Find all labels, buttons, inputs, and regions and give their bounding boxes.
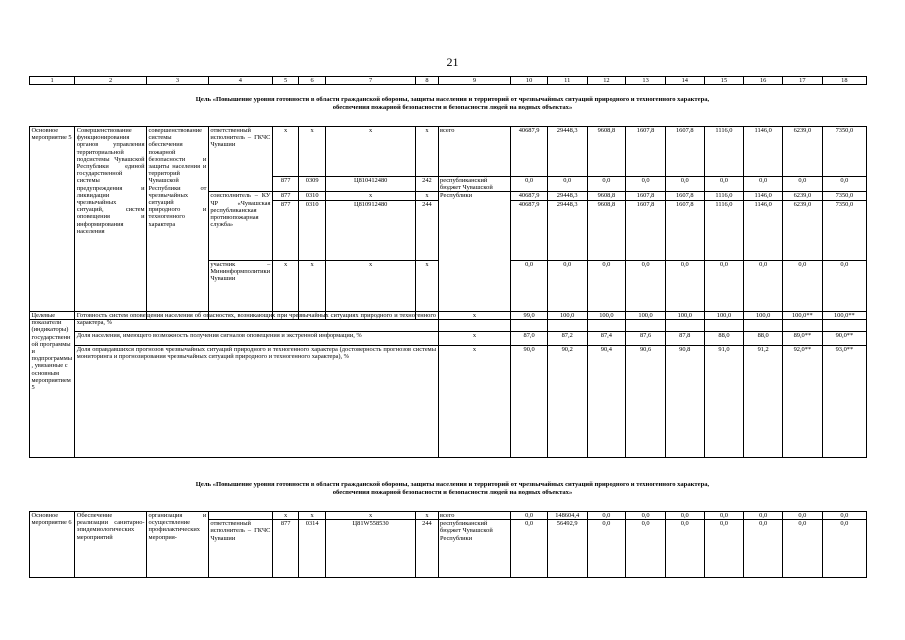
value-cell: 29448,3 [547, 127, 587, 177]
indicator-value: 87,0 [511, 332, 547, 346]
code-cell: 877 [272, 200, 299, 260]
main-activity-6-table [29, 511, 867, 578]
column-number: 2 [75, 77, 147, 85]
indicator-source: x [438, 346, 511, 458]
column-number: 14 [665, 77, 704, 85]
indicator-value: 90,2 [547, 346, 587, 458]
code-cell: x [272, 260, 299, 319]
value-cell: 148604,4 [547, 512, 587, 520]
activity-6-responsible: ответственный исполнитель – ГКЧС Чувашии [208, 520, 272, 578]
table-row [30, 512, 867, 520]
table-row [30, 332, 867, 346]
source-total: всего [438, 127, 511, 177]
value-cell: 1116,0 [704, 200, 744, 260]
indicator-value: 87,2 [547, 332, 587, 346]
indicators-label: Целевые показатели (индикаторы) государственной программы и подпрограммы, увязанные с основным мероприятием 5 [30, 312, 75, 458]
indicator-value: 100,0 [665, 312, 704, 332]
value-cell: 0,0 [704, 512, 744, 520]
code-cell: 0310 [299, 200, 326, 260]
value-cell: 1607,8 [665, 192, 704, 200]
value-cell: 1116,0 [704, 192, 744, 200]
value-cell: 1607,8 [665, 127, 704, 177]
code-cell: x [272, 127, 299, 177]
indicator-value: 93,0** [822, 346, 866, 458]
value-cell: 9608,8 [587, 192, 626, 200]
value-cell: 1146,0 [744, 200, 783, 260]
code-cell: 877 [272, 520, 299, 578]
code-cell: x [416, 512, 438, 520]
indicator-source: x [438, 312, 511, 332]
indicator-value: 89,0** [782, 332, 822, 346]
code-cell: x [299, 512, 326, 520]
value-cell: 0,0 [547, 177, 587, 192]
code-cell: 0314 [299, 520, 326, 578]
value-cell: 40687,9 [511, 200, 547, 260]
column-number: 17 [782, 77, 822, 85]
column-number: 1 [30, 77, 75, 85]
value-cell: 1607,8 [626, 127, 666, 177]
column-number: 3 [147, 77, 209, 85]
column-number: 6 [299, 77, 326, 85]
value-cell: 9608,8 [587, 200, 626, 260]
code-cell: Ц81W558530 [325, 520, 416, 578]
table-row [30, 312, 867, 332]
code-cell: x [325, 512, 416, 520]
code-cell: x [299, 127, 326, 177]
indicator-value: 87,4 [587, 332, 626, 346]
indicator-value: 90,8 [665, 346, 704, 458]
value-cell: 7350,0 [822, 192, 866, 200]
value-cell: 0,0 [822, 177, 866, 192]
value-cell: 0,0 [626, 512, 666, 520]
value-cell: 0,0 [782, 177, 822, 192]
indicator-value: 91,0 [704, 346, 744, 458]
indicator-value: 99,0 [511, 312, 547, 332]
column-number: 12 [587, 77, 626, 85]
indicator-text: Доля населения, имеющего возможность получения сигналов оповещения и экстренной информации, % [75, 332, 438, 346]
value-cell: 1146,0 [744, 192, 783, 200]
code-cell: 877 [272, 192, 299, 200]
goal-heading-2 [60, 481, 845, 497]
value-cell: 7350,0 [822, 127, 866, 177]
source-budget: республиканский бюджет Чувашской [438, 177, 511, 192]
indicator-value: 87,8 [665, 332, 704, 346]
indicator-value: 90,0** [822, 332, 866, 346]
value-cell: 0,0 [782, 520, 822, 578]
activity-5-coexecutor: соисполнитель – КУ ЧР «Чувашская республиканская противопожарная служба» [208, 192, 272, 260]
value-cell: 0,0 [822, 512, 866, 520]
code-cell: x [325, 127, 416, 177]
activity-5-participant: участник – Мининформполитики Чувашии [208, 260, 272, 319]
value-cell: 0,0 [626, 520, 666, 578]
indicator-value: 100,0** [822, 312, 866, 332]
activity-6-responsible-top [208, 512, 272, 520]
value-cell: 0,0 [511, 260, 547, 319]
code-cell: 877 [272, 177, 299, 192]
goal-line-2: обеспечения пожарной безопасности и безопасности людей на водных объектах» [332, 104, 573, 111]
column-number: 13 [626, 77, 666, 85]
code-cell: 0309 [299, 177, 326, 192]
value-cell: 40687,9 [511, 127, 547, 177]
value-cell: 0,0 [822, 520, 866, 578]
column-number: 7 [325, 77, 416, 85]
value-cell: 0,0 [626, 177, 666, 192]
code-cell: x [416, 192, 438, 200]
value-cell: 9608,8 [587, 127, 626, 177]
value-cell: 6239,0 [782, 200, 822, 260]
goal-line-2: обеспечения пожарной безопасности и безопасности людей на водных объектах» [332, 489, 573, 496]
activity-6-name: Обеспечение реализации санитарно-эпидемиологических мероприятий [75, 512, 147, 578]
code-cell: 244 [416, 200, 438, 260]
code-cell: x [325, 260, 416, 319]
value-cell: 40687,9 [511, 192, 547, 200]
main-activity-5-grid [29, 126, 867, 320]
indicator-value: 90,6 [626, 346, 666, 458]
column-number: 9 [438, 77, 511, 85]
code-cell: x [416, 127, 438, 177]
value-cell: 0,0 [665, 177, 704, 192]
indicator-text: Готовность систем оповещения населения об опасностях, возникающих при чрезвычайных ситуациях природного и техногенного характера, % [75, 312, 438, 332]
code-cell: Ц810412480 [325, 177, 416, 192]
code-cell: x [299, 260, 326, 319]
value-cell: 7350,0 [822, 200, 866, 260]
value-cell: 0,0 [744, 520, 783, 578]
value-cell: 0,0 [587, 520, 626, 578]
indicator-value: 88,0 [704, 332, 744, 346]
column-number: 11 [547, 77, 587, 85]
value-cell: 6239,0 [782, 127, 822, 177]
column-header-table [29, 76, 867, 85]
code-cell: x [272, 512, 299, 520]
value-cell: 0,0 [744, 512, 783, 520]
goal-line-1: Цель «Повышение уровня готовности в области гражданской обороны, защиты населения и территорий от чрезвычайных ситуаций природного и техногенного характера, [195, 481, 710, 488]
activity-5-label: Основное мероприятие 5 [30, 127, 75, 320]
value-cell: 1607,8 [626, 200, 666, 260]
value-cell: 29448,3 [547, 192, 587, 200]
column-number: 15 [704, 77, 744, 85]
table-row [30, 346, 867, 458]
value-cell: 0,0 [704, 177, 744, 192]
value-cell: 1607,8 [665, 200, 704, 260]
value-cell: 56492,9 [547, 520, 587, 578]
page-number: 21 [446, 55, 459, 69]
activity-6-label: Основное мероприятие 6 [30, 512, 75, 578]
indicator-value: 88,0 [744, 332, 783, 346]
code-cell: 242 [416, 177, 438, 192]
value-cell: 1146,0 [744, 127, 783, 177]
code-cell: x [416, 260, 438, 319]
value-cell: 1116,0 [704, 127, 744, 177]
value-cell: 0,0 [587, 512, 626, 520]
value-cell: 0,0 [665, 260, 704, 319]
value-cell: 0,0 [704, 520, 744, 578]
value-cell: 0,0 [511, 520, 547, 578]
column-number: 8 [416, 77, 438, 85]
indicator-value: 100,0 [626, 312, 666, 332]
value-cell: 1607,8 [626, 192, 666, 200]
table-row [30, 127, 867, 177]
indicators-table [29, 311, 867, 458]
value-cell: 0,0 [782, 512, 822, 520]
goal-line-1: Цель «Повышение уровня готовности в области гражданской обороны, защиты населения и территорий от чрезвычайных ситуаций природного и техногенного характера, [195, 96, 710, 103]
indicator-value: 92,0** [782, 346, 822, 458]
indicator-text: Доля оправдавшихся прогнозов чрезвычайных ситуаций природного и техногенного характера (достоверность прогнозов системы мониторинга и прогнозирования чрезвычайных ситуаций природного и техногенного характера), % [75, 346, 438, 458]
value-cell: 0,0 [511, 512, 547, 520]
source-budget-cont: Республики [438, 192, 511, 319]
value-cell: 0,0 [665, 512, 704, 520]
value-cell: 0,0 [665, 520, 704, 578]
indicator-value: 100,0 [704, 312, 744, 332]
value-cell: 0,0 [822, 260, 866, 319]
source-budget: республиканский бюджет Чувашской Республики [438, 520, 511, 578]
value-cell: 0,0 [782, 260, 822, 319]
activity-6-goal: организация и осуществление профилактических мероприя- [147, 512, 209, 578]
value-cell: 0,0 [547, 260, 587, 319]
code-cell: 0310 [299, 192, 326, 200]
indicator-value: 87,6 [626, 332, 666, 346]
column-number: 4 [208, 77, 272, 85]
indicator-value: 90,4 [587, 346, 626, 458]
value-cell: 29448,3 [547, 200, 587, 260]
activity-5-responsible: ответственный исполнитель – ГКЧС Чувашии [208, 127, 272, 192]
goal-heading-1 [60, 96, 845, 112]
value-cell: 0,0 [744, 177, 783, 192]
value-cell: 0,0 [587, 260, 626, 319]
activity-5-goal: совершенствование системы обеспечения пожарной безопасности и защиты населения и территорий Чувашской Республики от чрезвычайных ситуаций природного и техногенного характера [147, 127, 209, 320]
indicator-source: x [438, 332, 511, 346]
value-cell: 0,0 [704, 260, 744, 319]
column-number: 18 [822, 77, 866, 85]
indicator-value: 91,2 [744, 346, 783, 458]
column-number: 5 [272, 77, 299, 85]
code-cell: Ц810912480 [325, 200, 416, 260]
indicator-value: 100,0 [587, 312, 626, 332]
code-cell: 244 [416, 520, 438, 578]
indicator-value: 100,0 [547, 312, 587, 332]
source-total: всего [438, 512, 511, 520]
column-numbers-row [30, 77, 867, 85]
indicator-value: 100,0** [782, 312, 822, 332]
indicator-value: 90,0 [511, 346, 547, 458]
value-cell: 0,0 [587, 177, 626, 192]
indicator-value: 100,0 [744, 312, 783, 332]
value-cell: 0,0 [744, 260, 783, 319]
activity-5-name: Совершенствование функционирования органов управления территориальной подсистемы Чувашской Республики единой государственной системы предупреждения и ликвидации чрезвычайных ситуаций, систем оповещения и информирования населения [75, 127, 147, 320]
column-number: 10 [511, 77, 547, 85]
value-cell: 6239,0 [782, 192, 822, 200]
value-cell: 0,0 [511, 177, 547, 192]
value-cell: 0,0 [626, 260, 666, 319]
code-cell: x [325, 192, 416, 200]
column-number: 16 [744, 77, 783, 85]
